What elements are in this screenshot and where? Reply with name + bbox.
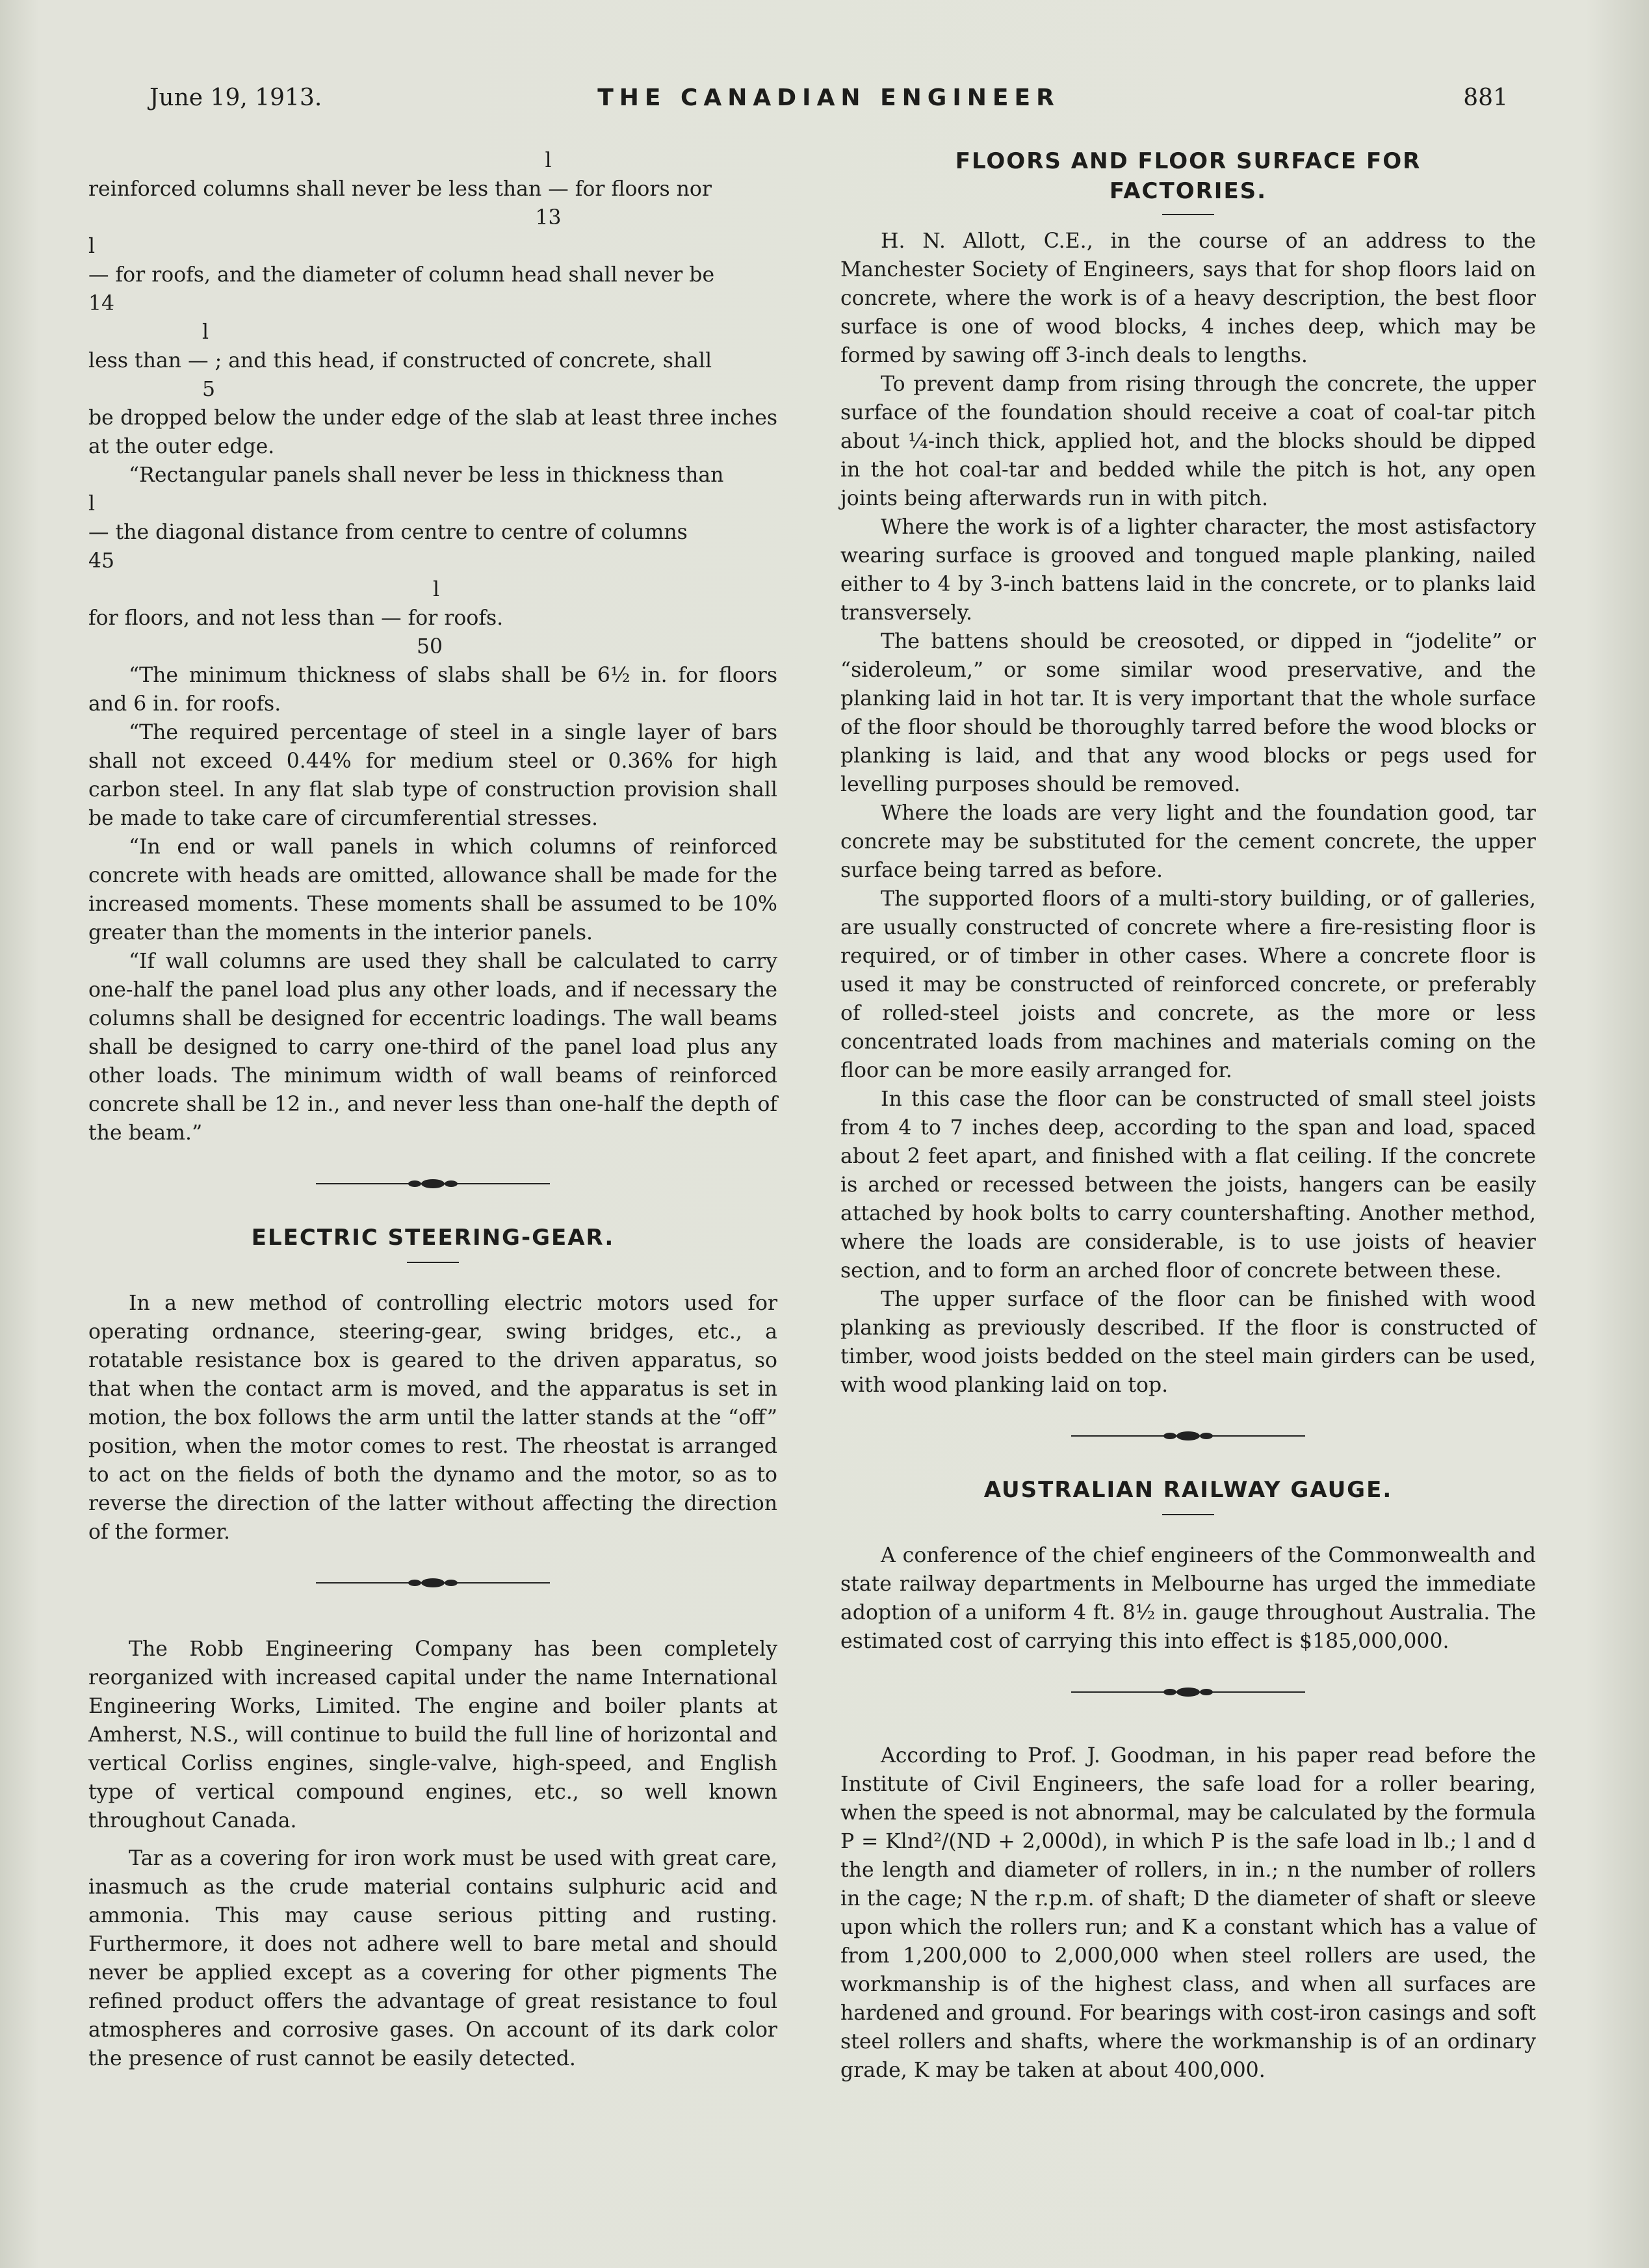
ornament-icon [316,1576,550,1589]
paragraph: The battens should be creosoted, or dipped in “jodelite” or “sideroleum,” or some similar wood preservative, and the planking laid in hot tar. It is very important that the whole surface of the floor should be thoroughly tarred before the wood blocks or planking is laid, and that any wood blocks or pegs used for levelling purposes should be removed. [840,630,1536,796]
paragraph: Where the work is of a lighter character, the most astisfactory wearing surface is grooved and tongued maple planking, nailed either to 4 by 3-inch battens laid in the concrete, or to planks laid transversely. [840,515,1536,625]
fraction-denominator: 45 [88,549,115,573]
paragraph: The supported floors of a multi-story building, or of galleries, are usually constructed of concrete where a fire-resisting floor is required, or of timber in other cases. Where a concrete floor is used it may be constructed of reinforced concrete, or preferably of rolled-steel joists and concrete, as the more or less concentrated loads from machines and materials coming on the floor can be more easily arranged for. [840,887,1536,1082]
equation-line: — the diagonal distance from centre to centre of columns [88,521,688,544]
fraction-denominator: 50 [417,635,443,658]
ornament-icon [1071,1686,1305,1699]
section-title: ELECTRIC STEERING-GEAR. [251,1225,615,1251]
section-title: AUSTRALIAN RAILWAY GAUGE. [983,1477,1393,1503]
fraction-denominator: 13 [535,206,562,229]
section-title: FLOORS AND FLOOR SURFACE FOR [955,148,1422,174]
title-rule [407,1262,459,1263]
paragraph: The upper surface of the floor can be finished with wood planking as previously described. If the floor is constructed of timber, wood joists bedded on the steel main girders can be used, with wood planking laid on top. [840,1288,1536,1397]
fraction-denominator: 5 [202,378,216,401]
title-rule [1162,214,1214,215]
section-divider [88,1570,777,1596]
equation-line: — for roofs, and the diameter of column head shall never be [88,263,715,287]
paragraph: Where the loads are very light and the foundation good, tar concrete may be substituted for the cement concrete, the upper surface being tarred as before. [840,802,1536,882]
paragraph: “Rectangular panels shall never be less in thickness than [129,463,724,487]
paragraph: be dropped below the under edge of the slab at least three inches at the outer edge. [88,406,777,458]
section-divider [840,1423,1536,1449]
paragraph: “If wall columns are used they shall be calculated to carry one-half the panel load plus any other loads, and if necessary the columns shall be designed for eccentric loadings. The wall beams shall be designed to carry one-third of the panel load plus any other loads. The minimum width of wall beams of reinforced concrete shall be 12 in., and never less than one-half the depth of the beam.” [88,950,777,1145]
paragraph: A conference of the chief engineers of the Commonwealth and state railway departments in Melbourne has urged the immediate adoption of a uniform 4 ft. 8½ in. gauge throughout Australia. The estimated cost of carrying this into effect is $185,000,000. [840,1544,1536,1653]
ornament-icon [316,1177,550,1190]
fraction-numerator: l [88,235,96,258]
journal-title: THE CANADIAN ENGINEER [597,85,1060,111]
fraction-numerator: l [202,320,209,344]
ornament-icon [1071,1429,1305,1442]
page-number: 881 [1463,85,1508,111]
fraction-numerator: l [88,492,96,515]
paragraph: The Robb Engineering Company has been completely reorganized with increased capital under the name International Engineering Works, Limited. The engine and boiler plants at Amherst, N.S., will continue to build the full line of horizontal and vertical Corliss engines, single-valve, high-speed, and English type of vertical compound engines, etc., so well known throughout Canada. [88,1637,777,1832]
left-column [88,146,777,2073]
paragraph: “The minimum thickness of slabs shall be 6½ in. for floors and 6 in. for roofs. [88,664,777,716]
equation-line: for floors, and not less than — for roofs. [88,606,504,630]
equation-line: less than — ; and this head, if constructed of concrete, shall [88,349,712,372]
title-rule [1162,1514,1214,1515]
section-title: FACTORIES. [1109,178,1267,204]
paragraph: In a new method of controlling electric motors used for operating ordnance, steering-gear, swing bridges, etc., a rotatable resistance box is geared to the driven apparatus, so that when the contact arm is moved, and the apparatus is set in motion, the box follows the arm until the latter stands at the “off” position, when the motor comes to rest. The rheostat is arranged to act on the fields of both the dynamo and the motor, so as to reverse the direction of the latter without affecting the direction of the former. [88,1292,777,1544]
paragraph: Tar as a covering for iron work must be used with great care, inasmuch as the crude material contains sulphuric acid and ammonia. This may cause serious pitting and rusting. Furthermore, it does not adhere well to bare metal and should never be applied except as a covering for other pigments The refined product offers the advantage of great resistance to foul atmospheres and corrosive gases. On account of its dark color the presence of rust cannot be easily detected. [88,1847,777,2070]
right-column [840,146,1536,2085]
section-divider [88,1171,777,1197]
fraction-denominator: 14 [88,292,115,315]
fraction-numerator: l [545,149,552,172]
paragraph: “In end or wall panels in which columns of reinforced concrete with heads are omitted, allowance shall be made for the increased moments. These moments shall be assumed to be 10% greater than the moments in the interior panels. [88,835,777,945]
issue-date: June 19, 1913. [149,85,322,111]
fraction-numerator: l [433,578,440,601]
paragraph: According to Prof. J. Goodman, in his paper read before the Institute of Civil Engineers, the safe load for a roller bearing, when the speed is not abnormal, may be calculated by the formula P = Klnd²/(ND + 2,000d), in which P is the safe load in lb.; l and d the length and diameter of rollers, in in.; n the number of rollers in the cage; N the r.p.m. of shaft; D the diameter of shaft or sleeve upon which the rollers run; and K a constant which has a value of from 1,200,000 to 2,000,000 when steel rollers are used, the workmanship is of the highest class, and when all surfaces are hardened and ground. For bearings with cost-iron casings and soft steel rollers and shafts, where the workmanship is of an ordinary grade, K may be taken at about 400,000. [840,1744,1536,2082]
equation-line: reinforced columns shall never be less than — for floors nor [88,177,712,201]
paragraph: In this case the floor can be constructed of small steel joists from 4 to 7 inches deep, according to the span and load, spaced about 2 feet apart, and finished with a flat ceiling. If the concrete is arched or recessed between the joists, hangers can be easily attached by hook bolts to carry countershafting. Another method, where the loads are considerable, is to use joists of heavier section, and to form an arched floor of concrete between these. [840,1088,1536,1283]
paragraph: To prevent damp from rising through the concrete, the upper surface of the foundation should receive a coat of coal-tar pitch about ¼-inch thick, applied hot, and the blocks should be dipped in the hot coal-tar and bedded while the pitch is hot, any open joints being afterwards run in with pitch. [840,372,1536,510]
paragraph: H. N. Allott, C.E., in the course of an address to the Manchester Society of Engineers, says that for shop floors laid on concrete, where the work is of a heavy description, the best floor surface is one of wood blocks, 4 inches deep, which may be formed by sawing off 3-inch deals to lengths. [840,229,1536,367]
section-divider [840,1679,1536,1705]
page-header [149,85,1508,124]
paragraph: “The required percentage of steel in a single layer of bars shall not exceed 0.44% for medium steel or 0.36% for high carbon steel. In any flat slab type of construction provision shall be made to take care of circumferential stresses. [88,721,777,830]
